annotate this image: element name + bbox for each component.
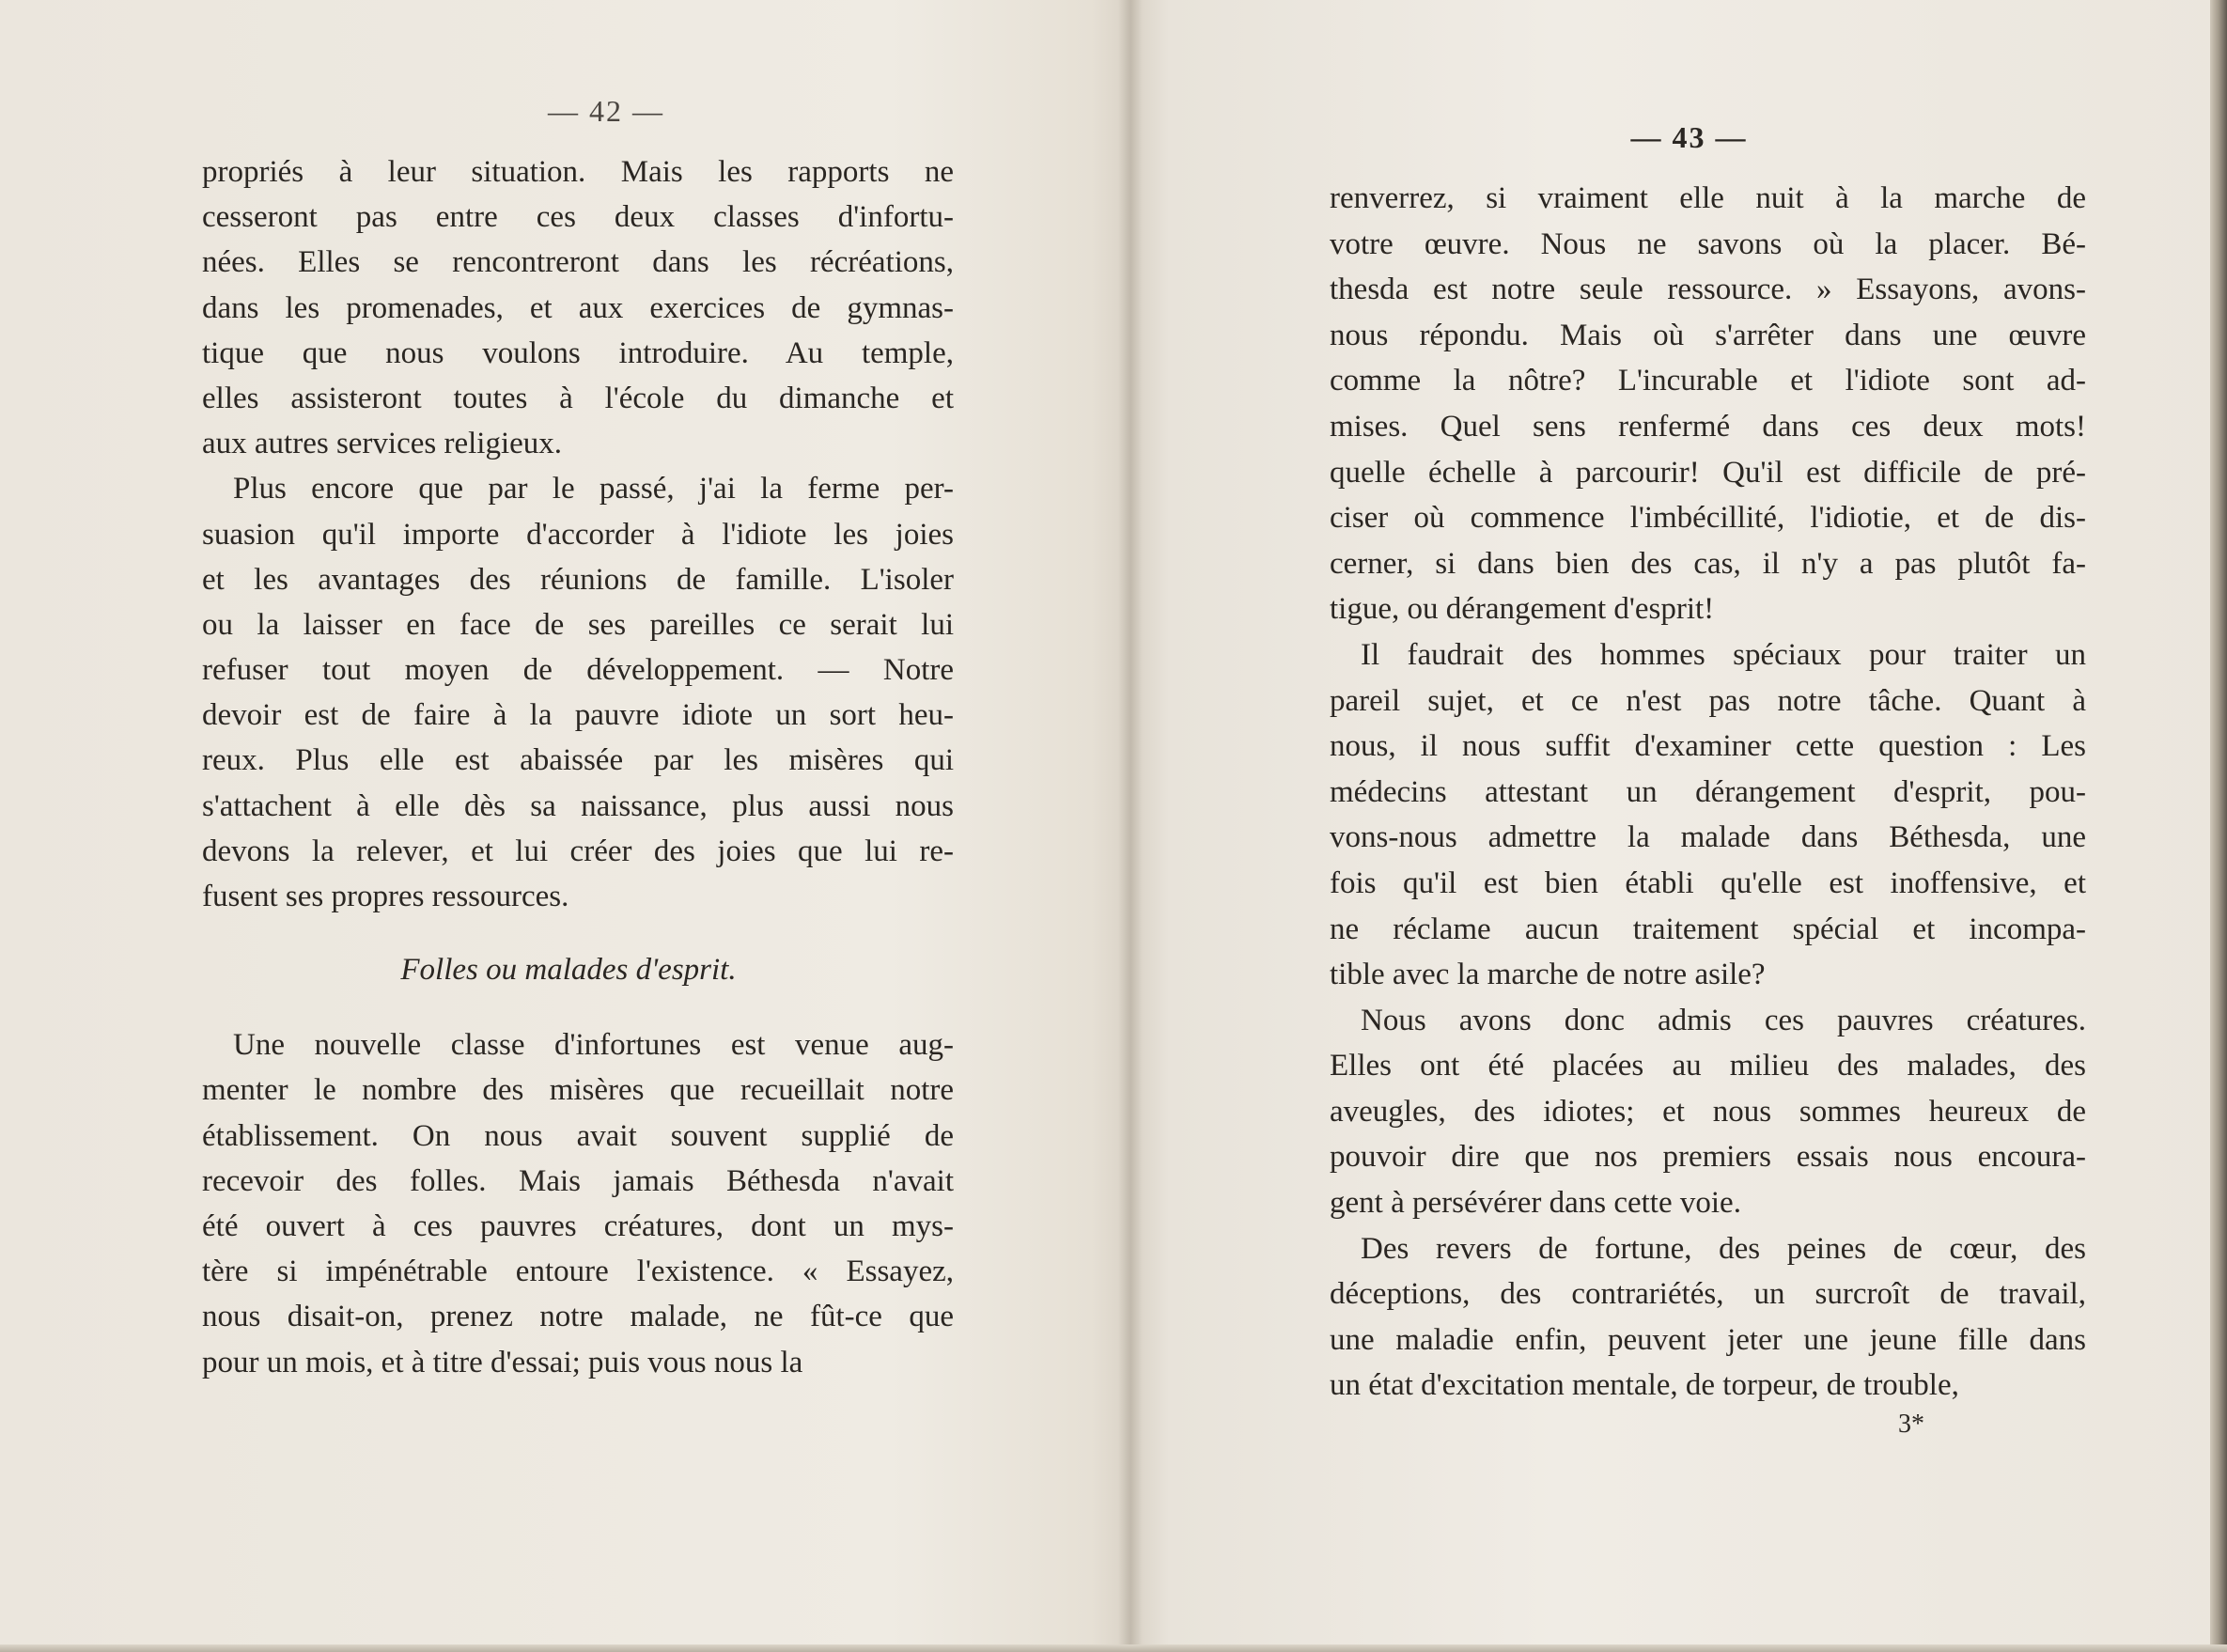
left-page [202, 94, 954, 1385]
text-line: ou la laisser en face de ses pareilles ce serait lui [202, 607, 954, 642]
text-line: renverrez, si vraiment elle nuit à la marche de [1330, 181, 2086, 215]
text-line: nées. Elles se rencontreront dans les récréations, [202, 245, 954, 280]
text-line: été ouvert à ces pauvres créatures, dont un mys- [202, 1208, 954, 1243]
text-line: aux autres services religieux. [202, 427, 563, 461]
text-line: nous disait-on, prenez notre malade, ne fût-ce que [202, 1300, 954, 1334]
paragraph [202, 1022, 954, 1385]
text-line: Nous avons donc admis ces pauvres créatures. [1361, 1003, 2086, 1037]
text-line: dans les promenades, et aux exercices de gymnas- [202, 290, 954, 325]
text-line: propriés à leur situation. Mais les rapports ne [202, 155, 954, 189]
paragraph [202, 466, 954, 919]
text-line: s'attachent à elle dès sa naissance, plus aussi nous [202, 788, 954, 823]
text-line: aveugles, des idiotes; et nous sommes heureux de [1330, 1094, 2086, 1129]
page-edge-bottom [0, 1644, 2227, 1652]
text-line: nous répondu. Mais où s'arrêter dans une œuvre [1330, 318, 2086, 352]
text-line: cerner, si dans bien des cas, il n'y a pas plutôt fa- [1330, 546, 2086, 581]
text-line: quelle échelle à parcourir! Qu'il est difficile de pré- [1330, 455, 2086, 490]
text-line: Une nouvelle classe d'infortunes est venue aug- [233, 1028, 954, 1063]
text-line: menter le nombre des misères que recueillait notre [202, 1073, 954, 1108]
text-line: tible avec la marche de notre asile? [1330, 958, 1766, 992]
text-line: devoir est de faire à la pauvre idiote un sort heu- [202, 698, 954, 733]
text-line: recevoir des folles. Mais jamais Béthesda n'avait [202, 1163, 954, 1198]
text-line: elles assisteront toutes à l'école du dimanche et [202, 381, 954, 415]
text-line: cesseront pas entre ces deux classes d'infortu- [202, 200, 954, 235]
text-line: Il faudrait des hommes spéciaux pour traiter un [1361, 637, 2086, 672]
page-number: — 42 — [548, 94, 664, 128]
text-line: pour un mois, et à titre d'essai; puis vous nous la [202, 1345, 803, 1379]
text-line: fusent ses propres ressources. [202, 880, 569, 913]
text-line: médecins attestant un dérangement d'esprit, pou- [1330, 774, 2086, 809]
text-line: thesda est notre seule ressource. » Essayons, avons- [1330, 273, 2086, 307]
text-line: comme la nôtre? L'incurable et l'idiote sont ad- [1330, 364, 2086, 398]
text-line: Elles ont été placées au milieu des malades, des [1330, 1049, 2086, 1083]
signature-mark: 3* [1898, 1410, 1924, 1439]
text-line: suasion qu'il importe d'accorder à l'idiote les joies [202, 517, 954, 552]
book-gutter [1118, 0, 1143, 1652]
paragraph [1330, 1226, 2086, 1409]
text-line: un état d'excitation mentale, de torpeur, de trouble, [1330, 1368, 1959, 1403]
text-line: vons-nous admettre la malade dans Béthesda, une [1330, 820, 2086, 855]
page-number: — 43 — [1630, 120, 1748, 154]
text-line: refuser tout moyen de développement. — Notre [202, 653, 954, 688]
text-line: une maladie enfin, peuvent jeter une jeune fille dans [1330, 1322, 2086, 1357]
text-line: votre œuvre. Nous ne savons où la placer. Bé- [1330, 226, 2086, 261]
text-line: pouvoir dire que nos premiers essais nous encoura- [1330, 1140, 2086, 1175]
text-line: établissement. On nous avait souvent supplié de [202, 1118, 954, 1153]
text-line: tigue, ou dérangement d'esprit! [1330, 592, 1715, 627]
text-line: tique que nous voulons introduire. Au temple, [202, 335, 954, 370]
paragraph [1330, 632, 2086, 998]
left-page-body-continued [202, 1022, 954, 1385]
right-page [1330, 120, 2086, 1409]
page-edge [2210, 0, 2227, 1652]
text-line: ne réclame aucun traitement spécial et incompa- [1330, 912, 2086, 946]
text-line: fois qu'il est bien établi qu'elle est inoffensive, et [1330, 865, 2086, 900]
paragraph [202, 149, 954, 466]
text-line: et les avantages des réunions de famille. L'isoler [202, 562, 954, 597]
text-line: devons la relever, et lui créer des joies que lui re- [202, 834, 954, 868]
paragraph [1330, 998, 2086, 1226]
text-line: pareil sujet, et ce n'est pas notre tâche. Quant à [1330, 683, 2086, 718]
section-heading: Folles ou malades d'esprit. [400, 953, 737, 988]
text-line: Des revers de fortune, des peines de cœur, des [1361, 1231, 2086, 1266]
text-line: Plus encore que par le passé, j'ai la ferme per- [233, 472, 954, 507]
text-line: nous, il nous suffit d'examiner cette question : Les [1330, 729, 2086, 764]
text-line: gent à persévérer dans cette voie. [1330, 1186, 1741, 1221]
paragraph [1330, 176, 2086, 632]
text-line: mises. Quel sens renfermé dans ces deux mots! [1330, 409, 2086, 444]
left-page-body [202, 149, 954, 919]
text-line: reux. Plus elle est abaissée par les misères qui [202, 743, 954, 778]
text-line: déceptions, des contrariétés, un surcroît de travail, [1330, 1277, 2086, 1312]
right-page-body [1330, 176, 2086, 1409]
text-line: ciser où commence l'imbécillité, l'idiotie, et de dis- [1330, 501, 2086, 536]
text-line: tère si impénétrable entoure l'existence. « Essayez, [202, 1255, 954, 1289]
